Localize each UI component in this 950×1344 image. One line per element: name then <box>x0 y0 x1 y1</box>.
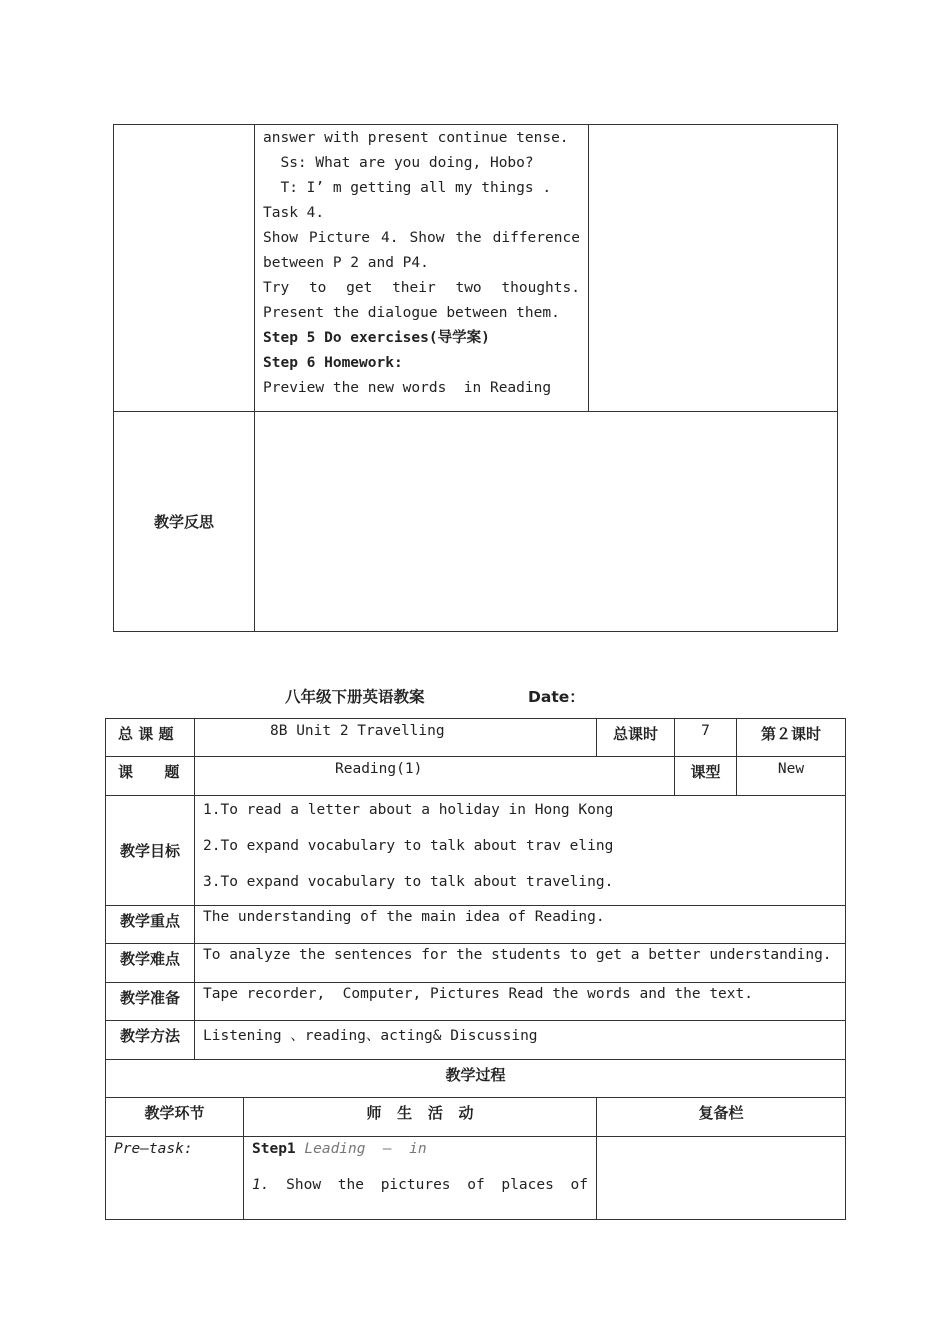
word: get <box>346 280 373 296</box>
text-line: Task 4. <box>263 205 325 221</box>
word: of <box>467 1177 485 1193</box>
document-title: 八年级下册英语教案 <box>285 688 425 706</box>
word: 4. <box>381 230 399 246</box>
justified-line <box>263 226 580 251</box>
text-line: between P 2 and P4. <box>263 255 429 271</box>
process-heading: 教学过程 <box>106 1060 846 1098</box>
word: pictures <box>380 1177 451 1193</box>
goal-item: 3.To expand vocabulary to talk about traveling. <box>203 874 614 890</box>
notes-header: 复备栏 <box>597 1098 846 1137</box>
difficulty-label: 教学难点 <box>106 944 195 983</box>
type-label: 课型 <box>675 757 737 796</box>
prep-label: 教学准备 <box>106 983 195 1021</box>
word: two <box>455 280 482 296</box>
prep-value: Tape recorder, Computer, Pictures Read the words and the text. <box>195 983 846 1021</box>
subject-label: 课 题 <box>106 757 195 796</box>
goal-item: 1.To read a letter about a holiday in Hong Kong <box>203 802 614 818</box>
lesson-number: 第２课时 <box>737 719 846 757</box>
text-line: Ss: What are you doing, Hobo? <box>263 155 534 171</box>
date-label: Date： <box>528 688 585 706</box>
reflection-label: 教学反思 <box>114 412 255 632</box>
pre-task-label: Pre—task: <box>106 1137 244 1220</box>
justified-line <box>263 276 580 301</box>
lesson-continuation-table <box>113 124 838 632</box>
subject-value: Reading(1) <box>195 757 675 796</box>
step1-title: Leading – in <box>304 1141 427 1157</box>
step1-label: Step1 <box>252 1141 296 1157</box>
method-value: Listening 、reading、acting& Discussing <box>195 1021 846 1060</box>
notes-cell <box>597 1137 846 1220</box>
word: the <box>337 1177 364 1193</box>
justified-line <box>252 1177 588 1193</box>
word: places <box>501 1177 554 1193</box>
goals-label: 教学目标 <box>106 796 195 906</box>
topic-value: 8B Unit 2 Travelling <box>195 719 597 757</box>
difficulty-value: To analyze the sentences for the students to get a better understanding. <box>195 944 846 983</box>
word: Show <box>263 230 298 246</box>
step6-heading: Step 6 Homework: <box>263 355 403 371</box>
word: 1. <box>252 1177 270 1193</box>
step5-heading: Step 5 Do exercises(导学案) <box>263 330 490 346</box>
focus-label: 教学重点 <box>106 906 195 944</box>
word: difference <box>492 230 580 246</box>
activity-cell <box>255 125 589 412</box>
word: the <box>455 230 482 246</box>
method-label: 教学方法 <box>106 1021 195 1060</box>
word: Try <box>263 280 290 296</box>
notes-cell <box>589 125 838 412</box>
focus-value: The understanding of the main idea of Reading. <box>195 906 846 944</box>
word: Picture <box>308 230 371 246</box>
step1-line <box>252 1141 588 1177</box>
word: to <box>308 280 327 296</box>
activity-header: 师 生 活 动 <box>244 1098 597 1137</box>
topic-label: 总 课 题 <box>106 719 195 757</box>
word: of <box>570 1177 588 1193</box>
word: Show <box>286 1177 322 1193</box>
lesson-plan-table <box>105 718 846 1220</box>
empty-left-cell <box>114 125 255 412</box>
homework-line: Preview the new words in Reading <box>263 380 552 396</box>
stage-header: 教学环节 <box>106 1098 244 1137</box>
text-line: T: I’ m getting all my things . <box>263 180 552 196</box>
word: Show <box>409 230 445 246</box>
text-line: Present the dialogue between them. <box>263 305 560 321</box>
word: their <box>392 280 436 296</box>
hours-label: 总课时 <box>597 719 675 757</box>
reflection-cell <box>255 412 838 632</box>
goal-item: 2.To expand vocabulary to talk about trav eling <box>203 838 614 854</box>
hours-value: 7 <box>675 719 737 757</box>
text-line: answer with present continue tense. <box>263 130 569 146</box>
word: thoughts. <box>501 280 580 296</box>
type-value: New <box>737 757 846 796</box>
